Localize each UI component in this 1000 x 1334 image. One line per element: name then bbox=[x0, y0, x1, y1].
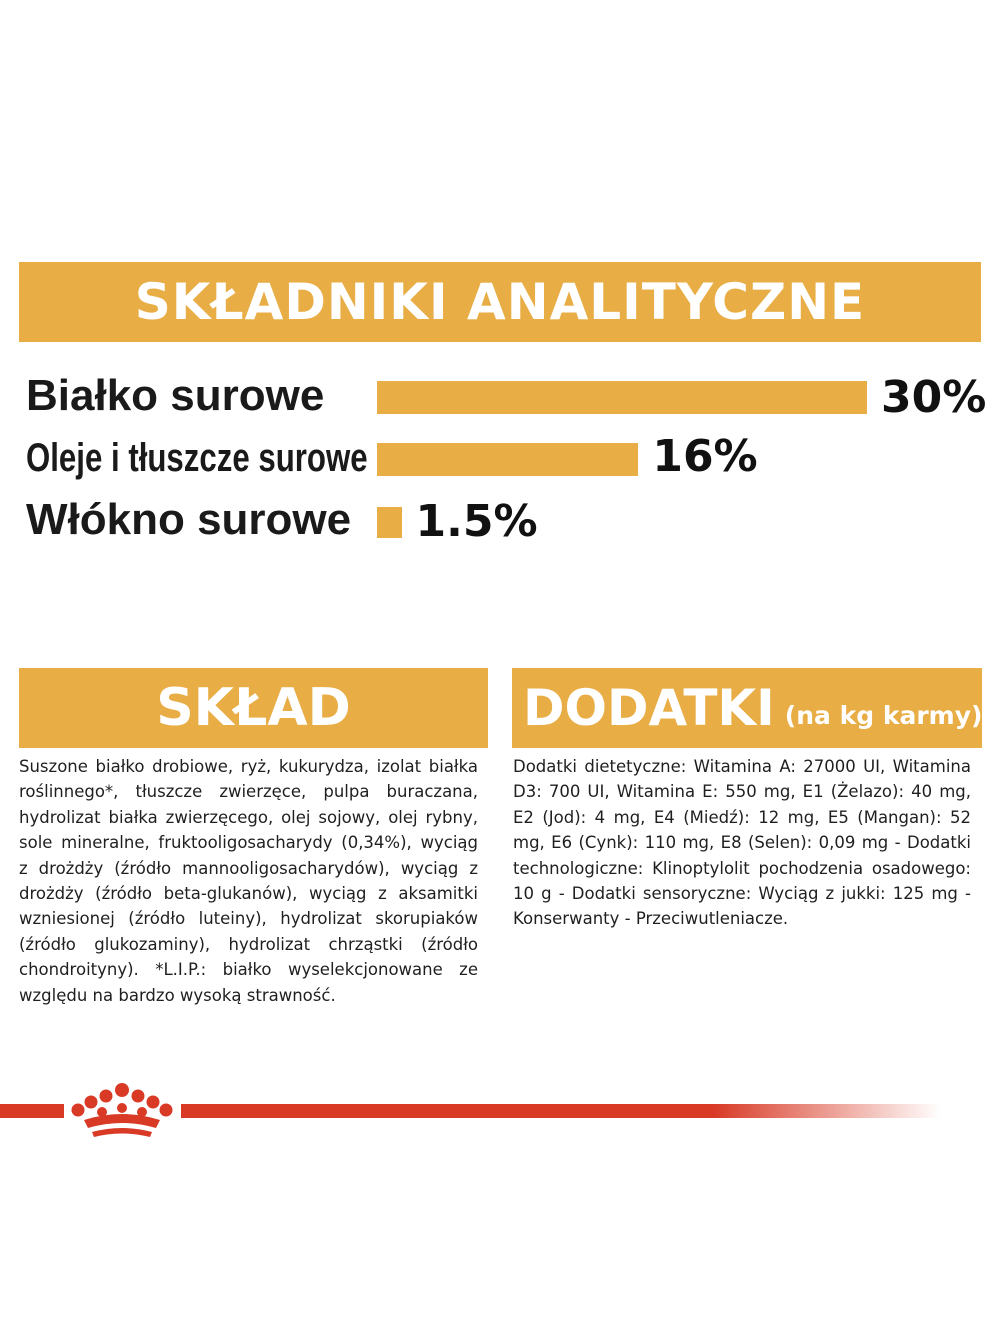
nutrient-label: Oleje i tłuszcze surowe bbox=[26, 436, 368, 480]
additives-subtitle-text: (na kg karmy) bbox=[784, 700, 982, 730]
nutrient-value: 1.5% bbox=[415, 496, 538, 547]
composition-text: Suszone białko drobiowe, ryż, kukurydza, izolat białka roślinnego*, tłuszcze zwierzęce, pulpa buraczana, hydrolizat białka zwierzęcego, olej sojowy, olej rybny, sole mineralne, fruktooligosacharydy (0,34%), wyciąg z drożdży (źródło mannooligosacharydów), wyciąg z drożdży (źródło beta-glukanów), wyciąg z aksamitki wzniesionej (źródło luteiny), hydrolizat skorupiaków (źródło glukozaminy), hydrolizat chrząstki (źródło chondroityny). *L.I.P.: białko wyselekcjonowane ze względu na bardzo wysoką strawność. bbox=[19, 757, 478, 1005]
analytic-section-title bbox=[19, 262, 981, 342]
nutrient-label: Włókno surowe bbox=[26, 495, 352, 544]
additives-text: Dodatki dietetyczne: Witamina A: 27000 UI, Witamina D3: 700 UI, Witamina E: 550 mg, E1 (Żelazo): 40 mg, E2 (Jod): 4 mg, E4 (Miedź): 12 mg, E5 (Mangan): 52 mg, E6 (Cynk): 110 mg, E8 (Selen): 0,09 mg - Dodatki technologiczne: Klinoptylolit pochodzenia osadowego: 10 g - Dodatki sensoryczne: Wyciąg z jukki: 125 mg - Konserwanty - Przeciwutleniacze. bbox=[513, 757, 971, 929]
nutrient-bar bbox=[377, 381, 867, 414]
analytic-title-text: SKŁADNIKI ANALITYCZNE bbox=[134, 273, 866, 331]
additives-title-text: DODATKI bbox=[523, 679, 775, 737]
composition-section-title bbox=[19, 668, 488, 748]
brand-divider-line-right bbox=[181, 1104, 941, 1118]
nutrient-row-protein bbox=[0, 366, 1000, 426]
brand-divider-line-left bbox=[0, 1104, 64, 1118]
composition-title-text: SKŁAD bbox=[156, 678, 351, 738]
nutrient-row-fibre bbox=[0, 490, 1000, 550]
nutrient-bar bbox=[377, 507, 402, 538]
additives-section-title bbox=[512, 668, 982, 748]
nutrient-bar bbox=[377, 443, 638, 476]
nutrient-value: 16% bbox=[652, 431, 758, 482]
nutrient-row-fat bbox=[0, 428, 1000, 488]
royal-canin-crown-icon bbox=[66, 1082, 178, 1140]
nutrient-label: Białko surowe bbox=[26, 371, 325, 420]
nutrient-value: 30% bbox=[881, 372, 987, 423]
